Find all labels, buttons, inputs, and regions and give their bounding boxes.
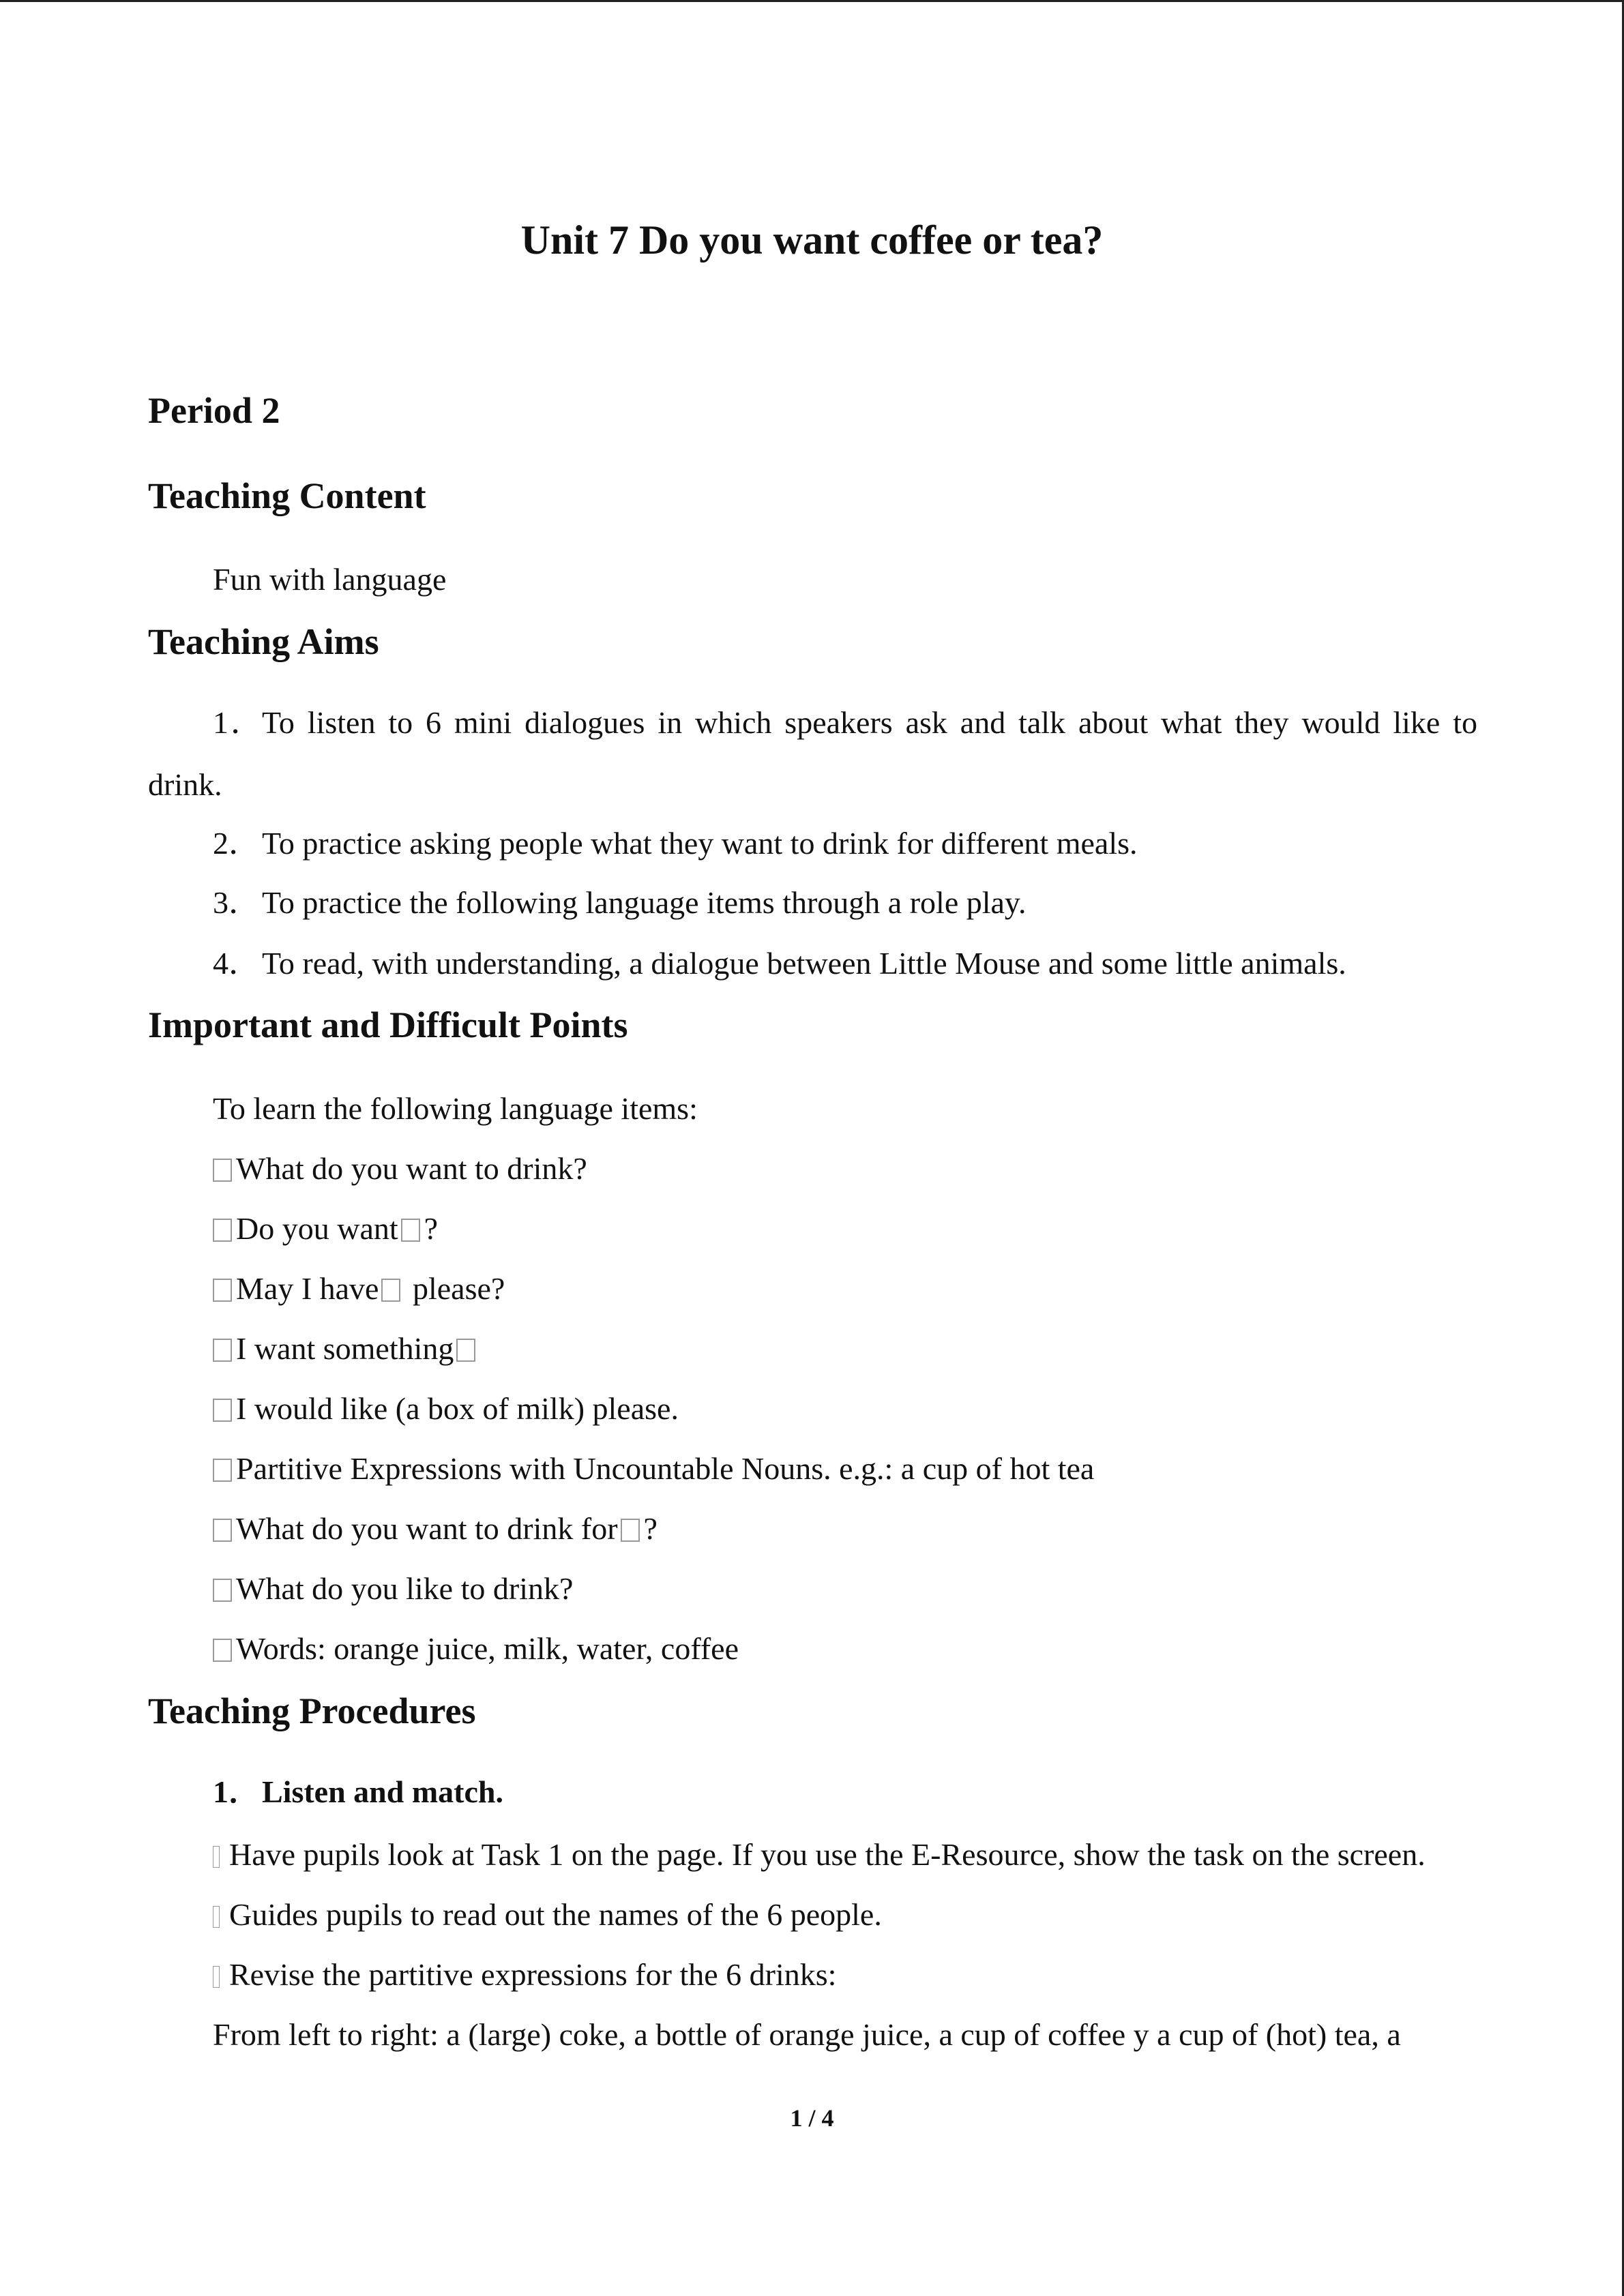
language-item: I want something [213,1328,479,1369]
language-item: What do you want to drink for ? [213,1508,658,1549]
aim-text: To practice the following language items through a role play. [262,885,1027,920]
placeholder-glyph-icon [621,1519,640,1542]
document-title: Unit 7 Do you want coffee or tea? [520,218,1104,263]
checkbox-glyph-icon [213,1399,232,1422]
step-number: 1． [213,1774,260,1809]
aim-text: To practice asking people what they want to drink for different meals. [262,826,1138,861]
checkbox-glyph-icon [213,1459,232,1482]
aim-item-1-continuation: drink. [148,767,222,802]
checkbox-glyph-icon [213,1519,232,1542]
teaching-aims-heading: Teaching Aims [148,621,379,662]
bullet-glyph-icon [213,1846,220,1868]
aim-number: 3． [213,885,260,920]
page-number: 1 / 4 [790,2104,834,2132]
aim-item-2 [213,823,1138,864]
bullet-glyph-icon [213,1966,220,1988]
aim-number: 4． [213,946,260,981]
placeholder-glyph-icon [456,1339,475,1362]
procedure-bullet: Have pupils look at Task 1 on the page. If you use the E-Resource, show the task on the screen. [213,1834,1426,1875]
step-label: Listen and match. [262,1774,503,1809]
period-heading: Period 2 [148,390,280,431]
language-item: Partitive Expressions with Uncountable Nouns. e.g.: a cup of hot tea [213,1448,1094,1489]
language-item: Do you want ? [213,1208,438,1249]
language-item: Words: orange juice, milk, water, coffee [213,1628,739,1669]
bullet-glyph-icon [213,1906,220,1928]
checkbox-glyph-icon [213,1159,232,1182]
language-item: I would like (a box of milk) please. [213,1388,679,1429]
checkbox-glyph-icon [213,1339,232,1362]
aim-number: 2． [213,826,260,861]
aim-number: 1． [213,705,262,740]
page-top-border [0,0,1624,2]
placeholder-glyph-icon [401,1219,420,1242]
language-item: May I have please? [213,1268,505,1309]
important-points-intro: To learn the following language items: [213,1091,698,1126]
language-item: What do you want to drink? [213,1148,587,1189]
placeholder-glyph-icon [381,1279,400,1302]
teaching-content-heading: Teaching Content [148,475,426,516]
teaching-procedures-heading: Teaching Procedures [148,1690,476,1731]
checkbox-glyph-icon [213,1579,232,1602]
procedure-step-1 [213,1772,503,1813]
aim-text: To read, with understanding, a dialogue between Little Mouse and some little animals. [262,946,1346,981]
important-points-heading: Important and Difficult Points [148,1004,628,1045]
checkbox-glyph-icon [213,1219,232,1242]
aim-item-4 [213,943,1346,984]
teaching-content-text: Fun with language [213,562,447,597]
aim-item-3 [213,882,1026,923]
procedure-text-line: From left to right: a (large) coke, a bottle of orange juice, a cup of coffee y a cup of (hot) tea, a [213,2017,1401,2052]
procedure-bullet: Revise the partitive expressions for the 6 drinks: [213,1954,836,1995]
checkbox-glyph-icon [213,1639,232,1662]
aim-text: To listen to 6 mini dialogues in which speakers ask and talk about what they would like to [262,705,1477,740]
procedure-bullet: Guides pupils to read out the names of the 6 people. [213,1894,882,1935]
language-item: What do you like to drink? [213,1568,573,1609]
aim-item-1 [213,702,1477,743]
checkbox-glyph-icon [213,1279,232,1302]
